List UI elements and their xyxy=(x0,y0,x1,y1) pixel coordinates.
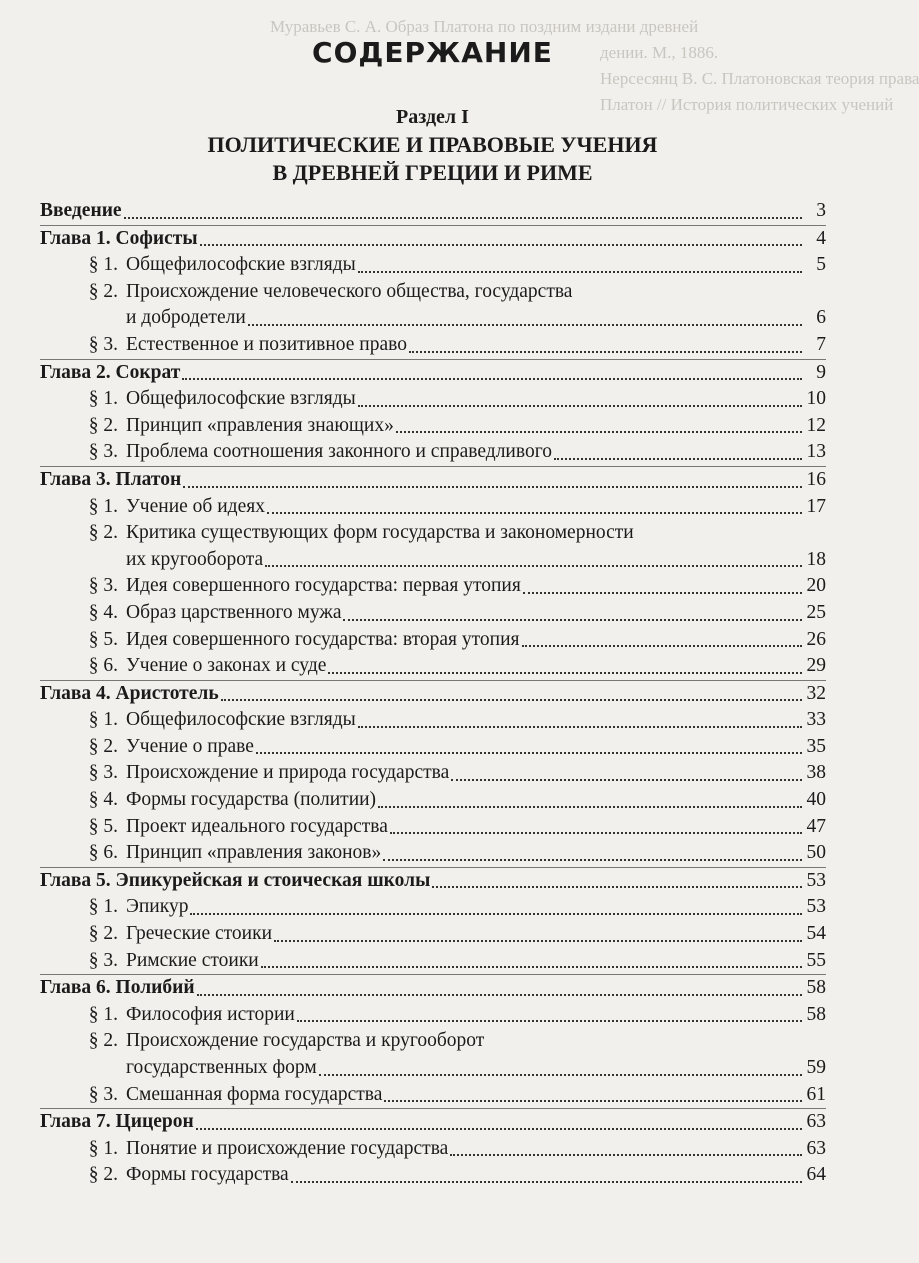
dot-leader xyxy=(248,324,802,326)
toc-entry xyxy=(40,627,826,654)
toc-page-number: 50 xyxy=(806,842,826,864)
toc-chapter xyxy=(40,974,826,1002)
toc-chapter-title: Глава 7. Цицерон xyxy=(40,1111,194,1133)
toc-entry-number: § 2. xyxy=(88,735,118,757)
toc-page-number: 35 xyxy=(806,735,826,757)
toc-entry-number: § 2. xyxy=(88,923,118,945)
toc-entry xyxy=(40,332,826,359)
toc-entry-number: § 1. xyxy=(88,254,118,276)
dot-leader xyxy=(358,271,802,273)
toc-entry-number: § 2. xyxy=(88,414,118,436)
toc-page-number: 59 xyxy=(806,1057,826,1078)
toc-entry-number: § 3. xyxy=(88,1083,118,1105)
dot-leader xyxy=(190,913,802,915)
toc-entry-number: § 3. xyxy=(88,762,118,784)
toc-entry-title: Греческие стоики xyxy=(126,923,273,945)
toc-chapter xyxy=(40,359,826,387)
toc-entry-title: Учение о праве xyxy=(126,735,254,757)
dot-leader xyxy=(450,1154,802,1156)
dot-leader xyxy=(221,699,802,701)
toc-entry-title: Формы государства xyxy=(126,1164,289,1186)
dot-leader xyxy=(384,1100,802,1102)
toc-entry-number: § 4. xyxy=(88,601,118,623)
toc-entry-title-continuation: и добродетели xyxy=(126,307,246,329)
table-of-contents xyxy=(40,198,826,1189)
toc-entry xyxy=(40,734,826,761)
toc-entry-title: Философия истории xyxy=(126,1003,295,1025)
toc-entry-number: § 6. xyxy=(88,842,118,864)
dot-leader xyxy=(390,832,802,834)
dot-leader xyxy=(554,458,802,460)
toc-entry xyxy=(40,1028,826,1055)
dot-leader xyxy=(396,431,802,433)
toc-page-number: 13 xyxy=(806,441,826,463)
toc-page-number: 38 xyxy=(806,762,826,784)
toc-chapter-title: Глава 3. Платон xyxy=(40,468,182,490)
dot-leader xyxy=(432,886,802,888)
toc-entry-title: Эпикур xyxy=(126,896,189,918)
toc-entry-number: § 2. xyxy=(88,522,118,544)
toc-entry xyxy=(40,1162,826,1189)
toc-entry xyxy=(40,787,826,814)
toc-page-number: 10 xyxy=(806,388,826,410)
toc-entry-title: Римские стоики xyxy=(126,949,259,971)
toc-page-number: 32 xyxy=(806,682,826,704)
toc-entry xyxy=(40,894,826,921)
toc-page-number: 7 xyxy=(816,333,826,355)
toc-entry xyxy=(40,814,826,841)
toc-entry-continuation xyxy=(40,305,826,332)
dot-leader xyxy=(319,1074,802,1076)
dot-leader xyxy=(183,486,802,488)
toc-entry-title: Происхождение человеческого общества, государства xyxy=(126,280,573,302)
toc-page-number: 6 xyxy=(816,307,826,329)
bleed-through-line-4: Платон // История политических учений xyxy=(600,95,894,114)
toc-entry xyxy=(40,279,826,306)
toc-page-number: 63 xyxy=(806,1137,826,1159)
toc-page-number: 58 xyxy=(806,1003,826,1025)
toc-entry-title-continuation: их кругооборота xyxy=(126,548,264,570)
toc-page-number: 25 xyxy=(806,601,826,623)
toc-entry-number: § 1. xyxy=(88,495,118,517)
toc-entry-number: § 5. xyxy=(88,628,118,650)
toc-chapter-title: Введение xyxy=(40,200,122,221)
toc-chapter xyxy=(40,198,826,225)
toc-entry-number: § 1. xyxy=(88,1137,118,1159)
dot-leader xyxy=(409,351,802,353)
section-number: Раздел I xyxy=(396,106,469,128)
dot-leader xyxy=(200,244,802,246)
toc-chapter xyxy=(40,680,826,708)
toc-chapter-title: Глава 1. Софисты xyxy=(40,227,198,249)
dot-leader xyxy=(274,940,802,942)
toc-chapter xyxy=(40,867,826,895)
toc-entry-title: Принцип «правления законов» xyxy=(126,842,382,864)
toc-entry xyxy=(40,840,826,867)
section-title-line-2: В ДРЕВНЕЙ ГРЕЦИИ И РИМЕ xyxy=(272,160,593,185)
dot-leader xyxy=(522,645,803,647)
bleed-through-line-3: Нерсесянц В. С. Платоновская теория права xyxy=(600,69,919,88)
toc-entry-number: § 6. xyxy=(88,655,118,677)
toc-chapter-title: Глава 4. Аристотель xyxy=(40,682,219,704)
toc-entry-number: § 3. xyxy=(88,575,118,597)
dot-leader xyxy=(196,1128,802,1130)
toc-entry-title: Критика существующих форм государства и закономерности xyxy=(126,522,634,544)
dot-leader xyxy=(124,217,802,219)
toc-entry-title: Понятие и происхождение государства xyxy=(126,1137,449,1159)
toc-page-number: 20 xyxy=(806,575,826,597)
toc-page-number: 18 xyxy=(806,548,826,570)
toc-entry xyxy=(40,948,826,975)
toc-entry-number: § 3. xyxy=(88,441,118,463)
toc-entry xyxy=(40,921,826,948)
toc-entry xyxy=(40,707,826,734)
toc-page-number: 16 xyxy=(806,468,826,490)
toc-entry-number: § 1. xyxy=(88,388,118,410)
dot-leader xyxy=(182,378,802,380)
bleed-through-line-2: дении. М., 1886. xyxy=(600,43,719,62)
toc-page-number: 47 xyxy=(806,815,826,837)
toc-entry-title: Учение об идеях xyxy=(126,495,265,517)
dot-leader xyxy=(358,726,802,728)
toc-entry xyxy=(40,439,826,466)
toc-entry xyxy=(40,600,826,627)
toc-page-number: 5 xyxy=(816,254,826,276)
toc-page-number: 63 xyxy=(806,1111,826,1133)
toc-entry-number: § 1. xyxy=(88,896,118,918)
toc-page-number: 33 xyxy=(806,709,826,731)
toc-chapter xyxy=(40,466,826,494)
toc-entry-title: Проблема соотношения законного и справедливого xyxy=(126,441,552,463)
toc-entry-number: § 1. xyxy=(88,709,118,731)
toc-chapter-title: Глава 5. Эпикурейская и стоическая школы xyxy=(40,869,431,891)
section-title-line-1: ПОЛИТИЧЕСКИЕ И ПРАВОВЫЕ УЧЕНИЯ xyxy=(207,132,658,157)
toc-page-number: 17 xyxy=(806,495,826,517)
toc-entry-title: Проект идеального государства xyxy=(126,815,388,837)
toc-page-number: 40 xyxy=(806,789,826,811)
toc-entry-title: Происхождение и природа государства xyxy=(126,762,450,784)
toc-entry-title: Принцип «правления знающих» xyxy=(126,414,394,436)
toc-page-number: 29 xyxy=(806,655,826,677)
dot-leader xyxy=(383,859,802,861)
dot-leader xyxy=(343,619,802,621)
toc-page-number: 26 xyxy=(806,628,826,650)
toc-entry-title: Общефилософские взгляды xyxy=(126,254,356,276)
toc-entry-number: § 2. xyxy=(88,1030,118,1052)
toc-entry-title: Идея совершенного государства: первая утопия xyxy=(126,575,521,597)
toc-entry-number: § 1. xyxy=(88,1003,118,1025)
toc-entry-number: § 2. xyxy=(88,1164,118,1186)
toc-page-number: 12 xyxy=(806,414,826,436)
toc-entry xyxy=(40,252,826,279)
toc-entry-title: Учение о законах и суде xyxy=(126,655,327,677)
toc-chapter xyxy=(40,1108,826,1136)
toc-page-number: 64 xyxy=(806,1164,826,1186)
toc-entry-number: § 4. xyxy=(88,789,118,811)
toc-entry xyxy=(40,653,826,680)
dot-leader xyxy=(197,994,802,996)
toc-entry-number: § 3. xyxy=(88,333,118,355)
dot-leader xyxy=(328,672,802,674)
toc-page-number: 9 xyxy=(816,361,826,383)
toc-entry xyxy=(40,1082,826,1109)
bleed-through-line-1: Муравьев С. А. Образ Платона по поздним издани древней xyxy=(270,17,699,36)
toc-chapter-title: Глава 6. Полибий xyxy=(40,977,195,999)
dot-leader xyxy=(267,512,802,514)
toc-page-number: 55 xyxy=(806,949,826,971)
toc-entry-continuation xyxy=(40,547,826,574)
toc-page-number: 4 xyxy=(816,227,826,249)
toc-page-number: 53 xyxy=(806,896,826,918)
dot-leader xyxy=(451,779,802,781)
toc-page-number: 54 xyxy=(806,923,826,945)
toc-entry-title-continuation: государственных форм xyxy=(126,1057,317,1078)
toc-entry-number: § 3. xyxy=(88,949,118,971)
toc-entry xyxy=(40,520,826,547)
toc-page-number: 58 xyxy=(806,977,826,999)
toc-entry xyxy=(40,573,826,600)
toc-entry-title: Естественное и позитивное право xyxy=(126,333,407,355)
dot-leader xyxy=(256,752,802,754)
toc-entry xyxy=(40,494,826,521)
toc-entry-title: Формы государства (политии) xyxy=(126,789,377,811)
toc-entry-title: Смешанная форма государства xyxy=(126,1083,383,1105)
toc-entry xyxy=(40,1136,826,1163)
toc-page-number: 53 xyxy=(806,869,826,891)
toc-entry xyxy=(40,386,826,413)
page-title: СОДЕРЖАНИЕ xyxy=(312,36,553,69)
toc-entry-title: Происхождение государства и кругооборот xyxy=(126,1030,485,1052)
toc-page-number: 3 xyxy=(816,200,826,221)
toc-entry-title: Общефилософские взгляды xyxy=(126,388,356,410)
toc-entry-title: Идея совершенного государства: вторая утопия xyxy=(126,628,520,650)
toc-entry xyxy=(40,413,826,440)
dot-leader xyxy=(297,1020,802,1022)
dot-leader xyxy=(291,1181,802,1183)
toc-entry-number: § 5. xyxy=(88,815,118,837)
toc-entry-title: Образ царственного мужа xyxy=(126,601,342,623)
toc-entry xyxy=(40,1002,826,1029)
dot-leader xyxy=(378,806,802,808)
toc-entry xyxy=(40,760,826,787)
toc-page-number: 61 xyxy=(806,1083,826,1105)
dot-leader xyxy=(358,405,802,407)
toc-entry-title: Общефилософские взгляды xyxy=(126,709,356,731)
toc-chapter-title: Глава 2. Сократ xyxy=(40,361,181,383)
toc-entry-continuation xyxy=(40,1055,826,1082)
toc-chapter xyxy=(40,225,826,253)
toc-entry-number: § 2. xyxy=(88,280,118,302)
dot-leader xyxy=(523,592,802,594)
dot-leader xyxy=(265,565,802,567)
dot-leader xyxy=(261,966,802,968)
